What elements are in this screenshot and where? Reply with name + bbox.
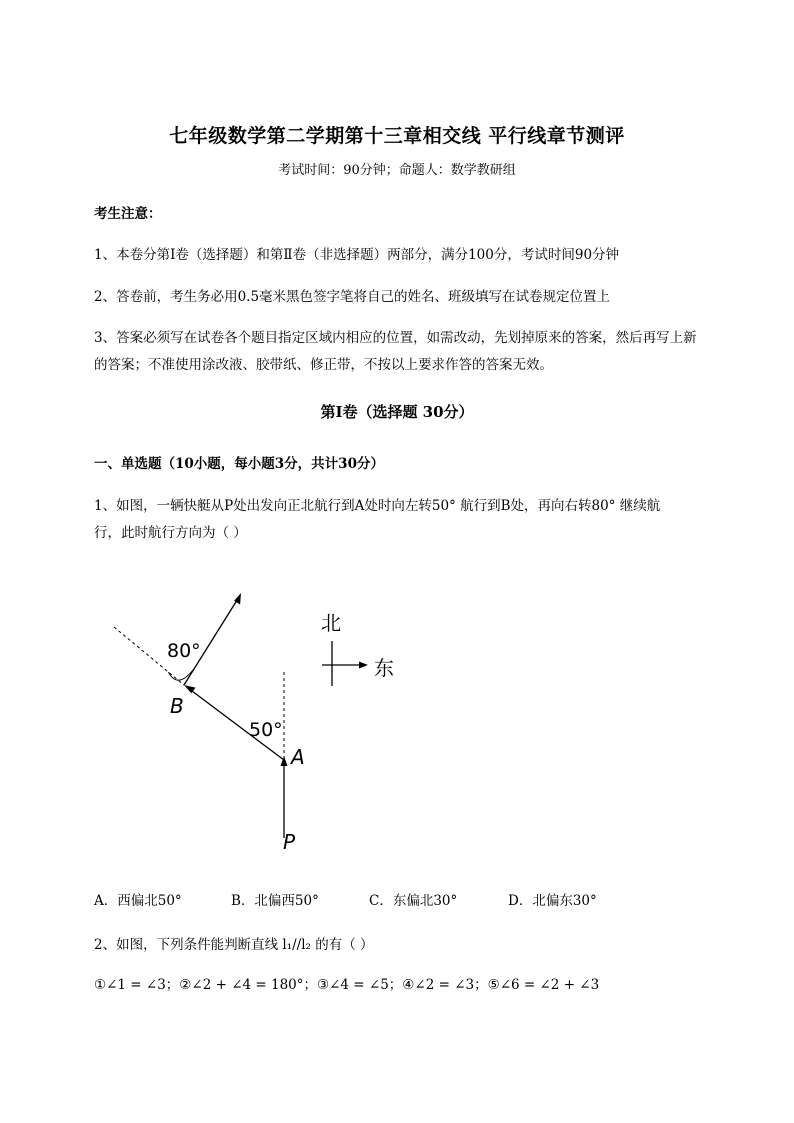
section-title: 第I卷（选择题 30分） <box>320 403 474 421</box>
angle-b-label: 80° <box>167 640 201 662</box>
option-b: B．北偏西50° <box>231 893 319 909</box>
part-heading: 一、单选题（10小题，每小题3分，共计30分） <box>94 456 384 472</box>
option-c: C．东偏北30° <box>369 893 458 909</box>
question-1-figure <box>100 580 420 860</box>
question-2-conditions: ①∠1 = ∠3；②∠2 + ∠4 = 180°；③∠4 = ∠5；④∠2 = ∠3；⑤∠6 = ∠2 + ∠3 <box>94 977 600 993</box>
option-d: D．北偏东30° <box>508 893 597 909</box>
compass-east-arrowhead <box>359 662 368 669</box>
question-1-line-2: 行，此时航行方向为（ ） <box>94 525 247 541</box>
question-2-line-1: 2、如图，下列条件能判断直线 l₁//l₂ 的有（ ） <box>94 937 374 953</box>
compass-east-label: 东 <box>374 656 394 680</box>
notice-item-3-line-1: 3、答案必须写在试卷各个题目指定区域内相应的位置，如需改动，先划掉原来的答案，然后再写上新 <box>94 330 697 346</box>
option-a: A．西偏北50° <box>94 893 182 909</box>
page-title: 七年级数学第二学期第十三章相交线 平行线章节测评 <box>169 125 625 147</box>
angle-a-label: 50° <box>249 719 283 741</box>
point-p-label: P <box>283 830 296 854</box>
exam-info: 考试时间：90分钟；命题人：数学教研组 <box>278 163 516 178</box>
point-b-label: B <box>170 694 184 718</box>
notice-item-2: 2、答卷前，考生务必用0.5毫米黑色签字笔将自己的姓名、班级填写在试卷规定位置上 <box>94 289 611 305</box>
point-a-label: A <box>291 745 305 769</box>
compass-north-label: 北 <box>321 611 341 635</box>
notice-item-1: 1、本卷分第I卷（选择题）和第Ⅱ卷（非选择题）两部分，满分100分，考试时间90分钟 <box>94 247 620 263</box>
notice-heading: 考生注意： <box>94 206 162 222</box>
notice-item-3-line-2: 的答案；不准使用涂改液、胶带纸、修正带，不按以上要求作答的答案无效。 <box>94 357 553 373</box>
question-1-line-1: 1、如图，一辆快艇从P处出发向正北航行到A处时向左转50° 航行到B处，再向右转80° 继续航 <box>94 498 661 514</box>
